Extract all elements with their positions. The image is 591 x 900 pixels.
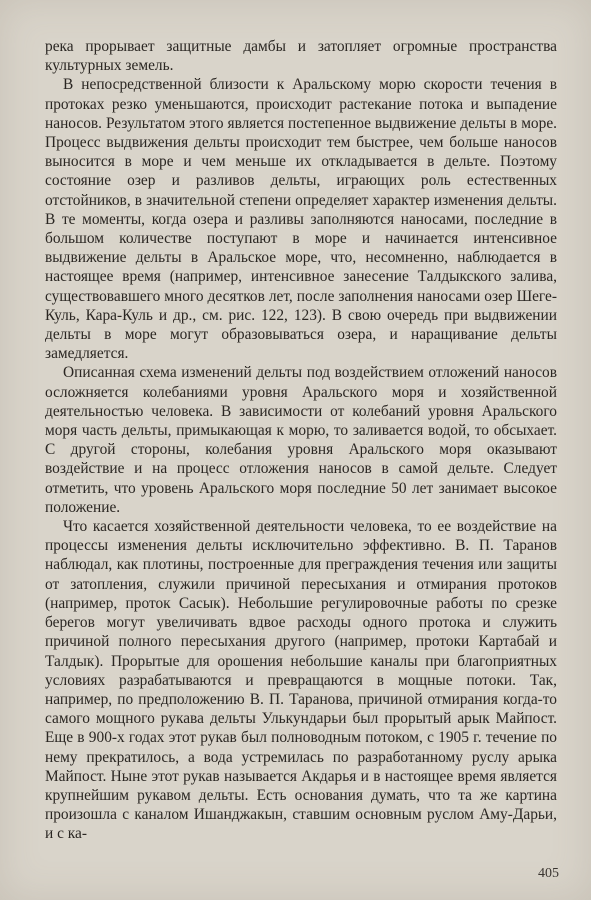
- paragraph-3: Описанная схема изменений дельты под воздействием отложений наносов осложняется колебаниями уровня Аральского моря и хозяйственной деятельностью человека. В зависимости от колебаний уровня Аральского моря часть дельты, примыкающая к морю, то заливается водой, то обсыхает. С другой стороны, колебания уровня Аральского моря оказывают воздействие и на процесс отложения наносов в самой дельте. Следует отметить, что уровень Аральского моря последние 50 лет занимает высокое положение.: [45, 364, 557, 516]
- paragraph-2: В непосредственной близости к Аральскому морю скорости течения в протоках резко уменьшаются, происходит растекание потока и выпадение наносов. Результатом этого является постепенное выдвижение дельты в море. Процесс выдвижения дельты происходит тем быстрее, чем больше наносов выносится в море и чем меньше их откладывается в дельте. Поэтому состояние озер и разливов дельты, играющих роль естественных отстойников, в значительной степени определяет характер изменения дельты. В те моменты, когда озера и разливы заполняются наносами, последние в большом количестве поступают в море и начинается интенсивное выдвижение дельты в Аральское море, что, несомненно, наблюдается в настоящее время (например, интенсивное занесение Талдыкского залива, существовавшего много десятков лет, после заполнения наносами озер Шеге-Куль, Кара-Куль и др., см. рис. 122, 123). В свою очередь при выдвижении дельты в море могут образовываться озера, и наращивание дельты замедляется.: [45, 76, 557, 363]
- body-text: [45, 37, 557, 844]
- paragraph-4: Что касается хозяйственной деятельности человека, то ее воздействие на процессы изменения дельты исключительно эффективно. В. П. Таранов наблюдал, как плотины, построенные для преграждения течения или защиты от затопления, служили причиной пересыхания и отмирания протоков (например, проток Сасык). Небольшие регулировочные работы по срезке берегов могут увеличивать вдвое расходы одного протока и служить причиной полного пересыхания другого (например, протоки Картабай и Талдык). Прорытые для орошения небольшие каналы при благоприятных условиях разрабатываются и превращаются в мощные потоки. Так, например, по предположению В. П. Таранова, причиной отмирания когда-то самого мощного рукава дельты Улькундарьи был прорытый арык Майпост. Еще в 900-х годах этот рукав был полноводным потоком, с 1905 г. течение по нему прекратилось, а вода устремилась по разработанному руслу арыка Майпост. Ныне этот рукав называется Акдарья и в настоящее время является крупнейшим рукавом дельты. Есть основания думать, что та же картина произошла с каналом Ишанджакын, ставшим основным руслом Аму-Дарьи, и с ка-: [45, 518, 557, 843]
- paragraph-1: река прорывает защитные дамбы и затопляет огромные пространства культурных земель.: [45, 38, 557, 75]
- page-number: 405: [538, 866, 559, 881]
